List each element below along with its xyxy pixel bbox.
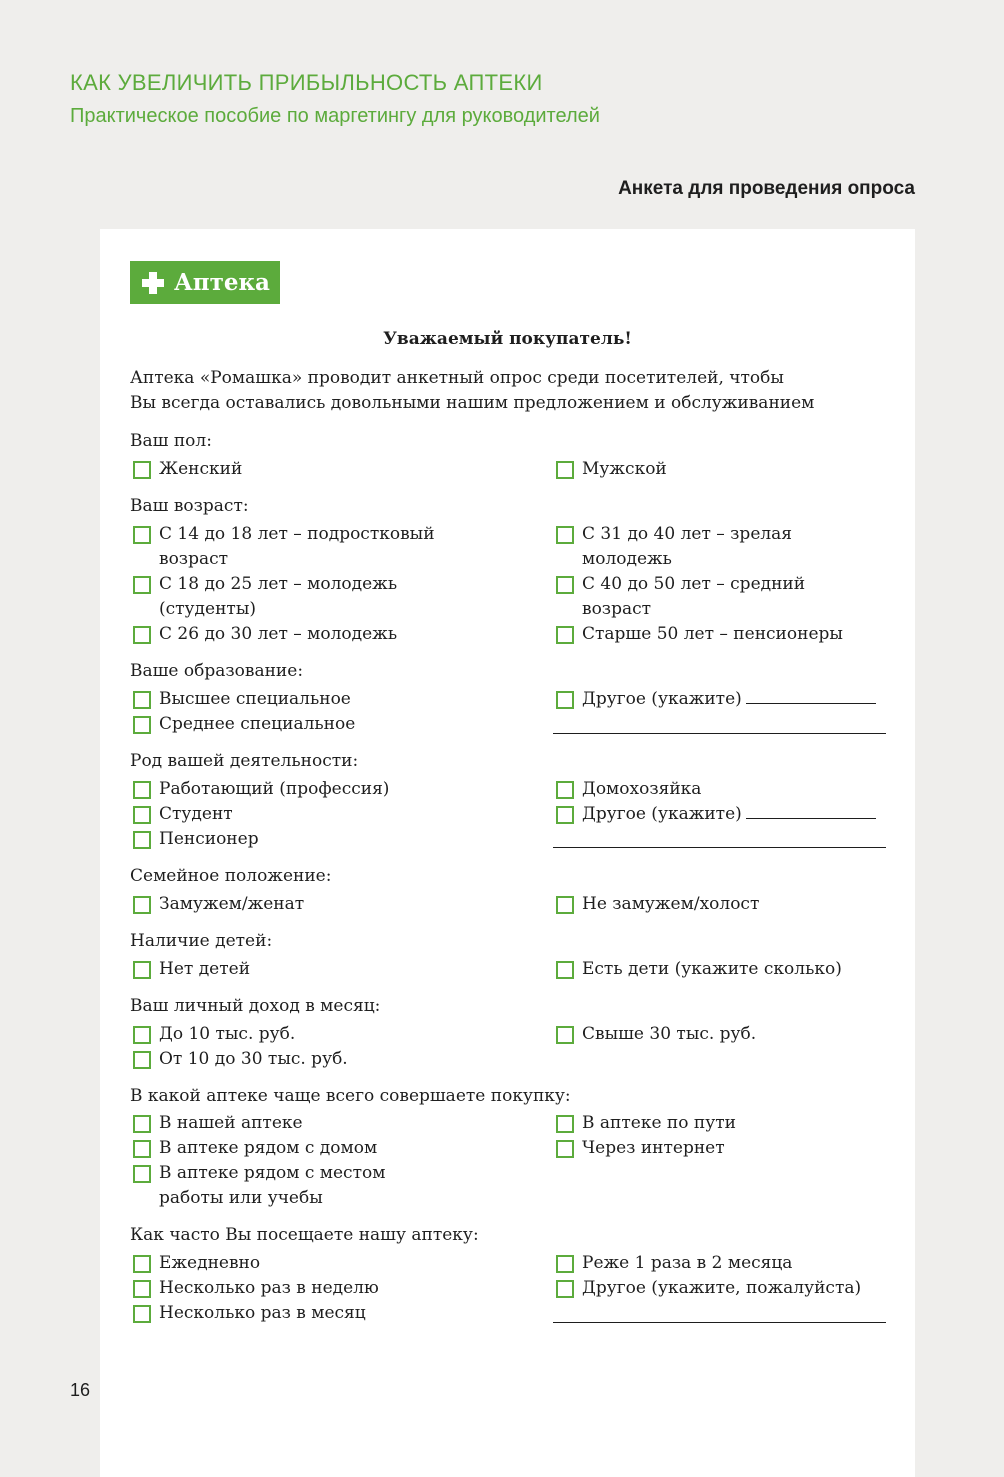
option-label: В аптеке рядом с домом: [159, 1138, 378, 1158]
pharmacy-logo: [130, 261, 280, 304]
option-label: От 10 до 30 тыс. руб.: [159, 1049, 348, 1069]
option-working[interactable]: [130, 777, 460, 802]
checkbox[interactable]: [133, 1026, 151, 1044]
question-income: Ваш личный доход в месяц:: [130, 996, 381, 1016]
option-label: Свыше 30 тыс. руб.: [582, 1024, 757, 1044]
option-label: Несколько раз в месяц: [159, 1303, 366, 1323]
option-no-children[interactable]: [130, 957, 460, 982]
checkbox[interactable]: [556, 1026, 574, 1044]
option-age-14-18[interactable]: [130, 522, 455, 572]
option-pharmacy-on-the-way[interactable]: [553, 1111, 893, 1136]
checkbox[interactable]: [556, 576, 574, 594]
book-subtitle: Практическое пособие по маргетингу для руководителей: [70, 105, 600, 127]
option-label: С 40 до 50 лет – средний возраст: [582, 574, 806, 619]
question-gender: Ваш пол:: [130, 431, 212, 451]
checkbox[interactable]: [133, 781, 151, 799]
option-label: Женский: [159, 459, 243, 479]
option-label: В нашей аптеке: [159, 1113, 303, 1133]
option-label: Замужем/женат: [159, 894, 305, 914]
questionnaire-sheet: [100, 229, 915, 1477]
option-age-40-50[interactable]: [553, 572, 823, 622]
option-age-18-25[interactable]: [130, 572, 420, 622]
option-label: Несколько раз в неделю: [159, 1278, 379, 1298]
question-marital-status: Семейное положение:: [130, 866, 332, 886]
option-pharmacy-near-home[interactable]: [130, 1136, 460, 1161]
logo-text: Аптека: [174, 269, 270, 296]
option-label: В аптеке рядом с местом работы или учебы: [159, 1163, 386, 1208]
option-label: В аптеке по пути: [582, 1113, 736, 1133]
intro-line: Вы всегда оставались довольными нашим предложением и обслуживанием: [130, 393, 815, 413]
option-pensioner[interactable]: [130, 827, 460, 852]
checkbox[interactable]: [133, 1255, 151, 1273]
option-female[interactable]: [130, 457, 460, 482]
greeting: Уважаемый покупатель!: [383, 329, 632, 349]
option-label: Высшее специальное: [159, 689, 351, 709]
checkbox[interactable]: [556, 626, 574, 644]
checkbox[interactable]: [556, 781, 574, 799]
option-has-children[interactable]: [553, 957, 893, 982]
page-number: 16: [70, 1380, 91, 1400]
intro-text: [130, 366, 890, 416]
option-frequency-other[interactable]: [553, 1276, 893, 1301]
checkbox[interactable]: [133, 461, 151, 479]
option-age-31-40[interactable]: [553, 522, 808, 572]
option-education-other[interactable]: [553, 687, 893, 712]
option-label: Пенсионер: [159, 829, 259, 849]
option-label: Есть дети (укажите сколько): [582, 959, 842, 979]
checkbox[interactable]: [556, 526, 574, 544]
checkbox[interactable]: [133, 1165, 151, 1183]
option-label: Работающий (профессия): [159, 779, 390, 799]
checkbox[interactable]: [133, 1305, 151, 1323]
option-label: Старше 50 лет – пенсионеры: [582, 624, 843, 644]
option-secondary-education[interactable]: [130, 712, 460, 737]
fill-in-line[interactable]: [746, 689, 876, 704]
option-label: С 31 до 40 лет – зрелая молодежь: [582, 524, 793, 569]
fill-in-line[interactable]: [746, 804, 876, 819]
option-male[interactable]: [553, 457, 893, 482]
question-age: Ваш возраст:: [130, 496, 249, 516]
checkbox[interactable]: [133, 576, 151, 594]
option-label: С 18 до 25 лет – молодежь (студенты): [159, 574, 398, 619]
option-pharmacy-near-work[interactable]: [130, 1161, 420, 1211]
option-income-under-10k[interactable]: [130, 1022, 460, 1047]
checkbox[interactable]: [556, 1115, 574, 1133]
fill-in-line[interactable]: [553, 1322, 886, 1323]
checkbox[interactable]: [556, 691, 574, 709]
option-age-26-30[interactable]: [130, 622, 460, 647]
checkbox[interactable]: [133, 896, 151, 914]
intro-line: Аптека «Ромашка» проводит анкетный опрос среди посетителей, чтобы: [130, 368, 784, 388]
checkbox[interactable]: [133, 716, 151, 734]
checkbox[interactable]: [556, 461, 574, 479]
section-title: Анкета для проведения опроса: [618, 178, 915, 199]
book-title: КАК УВЕЛИЧИТЬ ПРИБЫЛЬНОСТЬ АПТЕКИ: [70, 70, 543, 95]
checkbox[interactable]: [133, 806, 151, 824]
checkbox[interactable]: [133, 526, 151, 544]
checkbox[interactable]: [133, 831, 151, 849]
option-label: С 14 до 18 лет – подростковый возраст: [159, 524, 435, 569]
fill-in-line[interactable]: [553, 733, 886, 734]
question-occupation: Род вашей деятельности:: [130, 751, 359, 771]
option-label: Другое (укажите): [582, 804, 742, 824]
option-our-pharmacy[interactable]: [130, 1111, 460, 1136]
option-label: Нет детей: [159, 959, 251, 979]
option-student[interactable]: [130, 802, 460, 827]
checkbox[interactable]: [133, 1051, 151, 1069]
option-label: Другое (укажите): [582, 689, 742, 709]
option-label: Реже 1 раза в 2 месяца: [582, 1253, 793, 1273]
option-label: Через интернет: [582, 1138, 725, 1158]
option-daily[interactable]: [130, 1251, 460, 1276]
option-label: Среднее специальное: [159, 714, 356, 734]
option-label: Студент: [159, 804, 233, 824]
option-less-than-bimonthly[interactable]: [553, 1251, 893, 1276]
option-occupation-other[interactable]: [553, 802, 893, 827]
option-label: Другое (укажите, пожалуйста): [582, 1278, 862, 1298]
option-label: Не замужем/холост: [582, 894, 760, 914]
fill-in-line[interactable]: [553, 847, 886, 848]
question-children: Наличие детей:: [130, 931, 273, 951]
pharmacy-cross-icon: [142, 272, 164, 294]
option-several-times-month[interactable]: [130, 1301, 460, 1326]
checkbox[interactable]: [133, 626, 151, 644]
checkbox[interactable]: [556, 1140, 574, 1158]
question-pharmacy: В какой аптеке чаще всего совершаете покупку:: [130, 1086, 571, 1106]
option-label: Мужской: [582, 459, 667, 479]
checkbox[interactable]: [133, 1140, 151, 1158]
option-single[interactable]: [553, 892, 893, 917]
option-married[interactable]: [130, 892, 460, 917]
question-education: Ваше образование:: [130, 661, 304, 681]
checkbox[interactable]: [133, 691, 151, 709]
option-housewife[interactable]: [553, 777, 893, 802]
checkbox[interactable]: [556, 961, 574, 979]
option-higher-education[interactable]: [130, 687, 460, 712]
question-visit-frequency: Как часто Вы посещаете нашу аптеку:: [130, 1225, 479, 1245]
option-income-over-30k[interactable]: [553, 1022, 893, 1047]
option-income-10-30k[interactable]: [130, 1047, 460, 1072]
option-label: До 10 тыс. руб.: [159, 1024, 296, 1044]
option-internet[interactable]: [553, 1136, 893, 1161]
checkbox[interactable]: [556, 1280, 574, 1298]
option-label: Домохозяйка: [582, 779, 702, 799]
option-age-over-50[interactable]: [553, 622, 893, 647]
checkbox[interactable]: [133, 1115, 151, 1133]
option-label: С 26 до 30 лет – молодежь: [159, 624, 398, 644]
checkbox[interactable]: [556, 896, 574, 914]
checkbox[interactable]: [556, 1255, 574, 1273]
option-label: Ежедневно: [159, 1253, 261, 1273]
option-several-times-week[interactable]: [130, 1276, 460, 1301]
checkbox[interactable]: [133, 1280, 151, 1298]
checkbox[interactable]: [556, 806, 574, 824]
checkbox[interactable]: [133, 961, 151, 979]
